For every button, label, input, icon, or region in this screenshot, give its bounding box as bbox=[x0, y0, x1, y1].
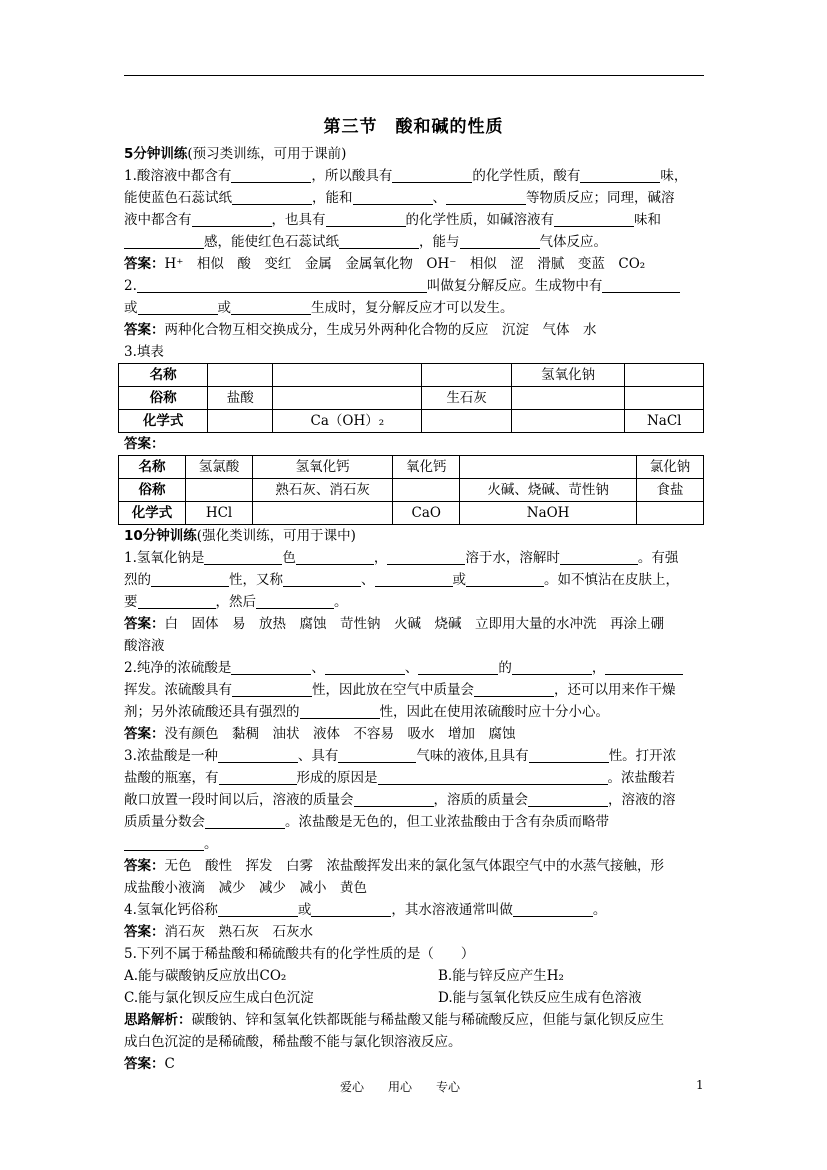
answer-line bbox=[124, 613, 708, 635]
answer-label: 答案： bbox=[124, 616, 165, 632]
blank bbox=[446, 190, 526, 205]
text: 敞口放置一段时间以后，溶液的质量会 bbox=[124, 792, 354, 808]
text: 。 bbox=[592, 902, 607, 918]
answer-line bbox=[124, 1053, 708, 1075]
text: 或 bbox=[217, 300, 231, 316]
blank bbox=[138, 594, 216, 609]
table-cell bbox=[273, 364, 422, 387]
answer-text: H⁺ 相似 酸 变红 金属 金属氧化物 OH⁻ 相似 涩 滑腻 变蓝 CO₂ bbox=[164, 256, 646, 272]
table-cell bbox=[625, 364, 704, 387]
question-line bbox=[124, 767, 708, 789]
blank bbox=[605, 660, 683, 675]
footer-motto: 爱心 用心 专心 bbox=[340, 1080, 461, 1094]
text: 。 bbox=[334, 594, 348, 610]
answer-line bbox=[124, 319, 708, 341]
text: 烈的 bbox=[124, 572, 151, 588]
answer-label: 答案： bbox=[124, 256, 165, 272]
answer-label: 答案： bbox=[124, 322, 165, 338]
blank bbox=[218, 902, 298, 917]
answer-text: 没有颜色 黏稠 油状 液体 不容易 吸水 增加 腐蚀 bbox=[164, 726, 516, 742]
text: 。浓盐酸若 bbox=[607, 770, 675, 786]
option-b: B.能与锌反应产生H₂ bbox=[438, 968, 564, 984]
question-line bbox=[124, 657, 708, 679]
question-line bbox=[124, 679, 708, 701]
table-row bbox=[119, 410, 704, 433]
fill-in-table bbox=[118, 363, 704, 433]
text: 要 bbox=[124, 594, 138, 610]
blank bbox=[256, 594, 334, 609]
answer-label: 答案： bbox=[124, 1056, 165, 1072]
blank bbox=[138, 300, 218, 315]
answer-text: 白 固体 易 放热 腐蚀 苛性钠 火碱 烧碱 立即用大量的水冲洗 再涂上硼 bbox=[164, 616, 664, 632]
text: 2.纯净的浓硫酸是 bbox=[124, 660, 232, 676]
blank bbox=[296, 550, 374, 565]
table-cell: 名称 bbox=[119, 364, 208, 387]
text: 形成的原因是 bbox=[296, 770, 378, 786]
table-cell bbox=[186, 479, 253, 502]
table-row bbox=[119, 364, 704, 387]
text: 生成时，复分解反应才可以发生。 bbox=[311, 300, 514, 316]
answer-label: 答案： bbox=[124, 726, 165, 742]
text: 味， bbox=[660, 168, 688, 184]
blank bbox=[418, 660, 498, 675]
question-line bbox=[124, 745, 708, 767]
table-cell: 氯化钠 bbox=[636, 456, 703, 479]
text: 3.浓盐酸是一种 bbox=[124, 748, 218, 764]
table-cell: 食盐 bbox=[636, 479, 703, 502]
text: 性，因此在使用浓硫酸时应十分小心。 bbox=[379, 704, 609, 720]
blank bbox=[231, 660, 311, 675]
text: 等物质反应；同理，碱溶 bbox=[526, 190, 675, 206]
blank bbox=[205, 814, 285, 829]
blank bbox=[232, 190, 312, 205]
table-cell: 火碱、烧碱、苛性钠 bbox=[460, 479, 637, 502]
table-cell: 氧化钙 bbox=[393, 456, 460, 479]
text: 气体反应。 bbox=[539, 234, 607, 250]
text: 、 bbox=[404, 660, 419, 676]
table-cell: NaOH bbox=[460, 502, 637, 525]
text: ， bbox=[373, 550, 388, 566]
question-line bbox=[124, 547, 708, 569]
text: ，然后 bbox=[215, 594, 256, 610]
blank bbox=[560, 550, 638, 565]
question-line bbox=[124, 701, 708, 723]
question-line bbox=[124, 591, 708, 613]
blank bbox=[602, 278, 680, 293]
section-title: 5分钟训练 bbox=[124, 146, 188, 162]
table-cell bbox=[208, 410, 273, 433]
text: 溶于水，溶解时 bbox=[465, 550, 560, 566]
analysis-line bbox=[124, 1009, 708, 1031]
text: 。有强 bbox=[637, 550, 679, 566]
text: ，还可以用来作干燥 bbox=[554, 682, 676, 698]
text: ，能和 bbox=[312, 190, 353, 206]
blank bbox=[151, 572, 229, 587]
question-line bbox=[124, 165, 708, 187]
blank bbox=[325, 660, 405, 675]
document-body bbox=[124, 143, 708, 1075]
text: 、 bbox=[432, 190, 446, 206]
blank bbox=[300, 704, 380, 719]
answer-table bbox=[118, 455, 704, 525]
text: 性，因此放在空气中质量会 bbox=[312, 682, 474, 698]
text: 液中都含有 bbox=[124, 212, 192, 228]
section-note: (预习类训练，可用于课前) bbox=[187, 146, 347, 162]
answer-text: 两种化合物互相交换成分，生成另外两种化合物的反应 沉淀 气体 水 bbox=[164, 322, 597, 338]
table-cell: 熟石灰、消石灰 bbox=[253, 479, 393, 502]
answer-line: 酸溶液 bbox=[124, 638, 165, 654]
table-row bbox=[119, 456, 704, 479]
blank bbox=[137, 278, 427, 293]
text: 。 bbox=[204, 836, 218, 852]
text: ，也具有 bbox=[271, 212, 326, 228]
blank bbox=[311, 902, 391, 917]
text: ，溶质的质量会 bbox=[433, 792, 528, 808]
table-row bbox=[119, 387, 704, 410]
table-body bbox=[119, 364, 704, 433]
blank bbox=[466, 572, 544, 587]
table-cell: 氢氯酸 bbox=[186, 456, 253, 479]
text: 剂；另外浓硫酸还具有强烈的 bbox=[124, 704, 300, 720]
blank bbox=[580, 168, 660, 183]
answer-label: 答案： bbox=[124, 436, 165, 452]
page-number: 1 bbox=[696, 1078, 704, 1092]
answer-line bbox=[124, 723, 708, 745]
table-body bbox=[119, 456, 704, 525]
table-cell bbox=[511, 387, 625, 410]
answer-line bbox=[124, 253, 708, 275]
blank bbox=[124, 836, 204, 851]
text: 的化学性质，如碱溶液有 bbox=[405, 212, 554, 228]
blank bbox=[512, 660, 592, 675]
blank bbox=[353, 190, 433, 205]
table-cell bbox=[422, 410, 511, 433]
table-cell: 化学式 bbox=[119, 410, 208, 433]
answer-label: 答案： bbox=[124, 924, 165, 940]
text: 、 bbox=[311, 660, 325, 676]
blank bbox=[474, 682, 554, 697]
table-cell: 生石灰 bbox=[422, 387, 511, 410]
question-line: 3.填表 bbox=[124, 344, 164, 360]
answer-label: 答案： bbox=[124, 858, 165, 874]
blank bbox=[554, 212, 634, 227]
text: 。如不慎沾在皮肤上， bbox=[544, 572, 679, 588]
header-rule bbox=[124, 75, 704, 76]
text: 味和 bbox=[634, 212, 661, 228]
answer-text: C bbox=[164, 1056, 175, 1072]
section-heading bbox=[124, 143, 708, 165]
question-line bbox=[124, 275, 708, 297]
blank bbox=[232, 682, 312, 697]
text: 叫做复分解反应。生成物中有 bbox=[426, 278, 603, 294]
text: 或 bbox=[124, 300, 138, 316]
text: 4.氢氧化钙俗称 bbox=[124, 902, 218, 918]
question-line: 5.下列不属于稀盐酸和稀硫酸共有的化学性质的是（ ） bbox=[124, 946, 475, 962]
table-cell: 俗称 bbox=[119, 387, 208, 410]
text: ，溶液的溶 bbox=[608, 792, 676, 808]
text: 。浓盐酸是无色的，但工业浓盐酸由于含有杂质而略带 bbox=[285, 814, 609, 830]
table-cell bbox=[511, 410, 625, 433]
page-title: 第三节 酸和碱的性质 bbox=[323, 117, 504, 137]
text: 2. bbox=[124, 278, 137, 294]
table-cell bbox=[208, 364, 273, 387]
table-cell: 氢氧化钙 bbox=[253, 456, 393, 479]
table-cell: CaO bbox=[393, 502, 460, 525]
text: 的 bbox=[498, 660, 512, 676]
question-line bbox=[124, 297, 708, 319]
blank bbox=[283, 572, 361, 587]
section-heading bbox=[124, 525, 708, 547]
blank bbox=[124, 234, 204, 249]
blank bbox=[326, 212, 406, 227]
option-c: C.能与氯化钡反应生成白色沉淀 bbox=[124, 990, 314, 1006]
table-cell: 盐酸 bbox=[208, 387, 273, 410]
analysis-line: 成白色沉淀的是稀硫酸，稀盐酸不能与氯化钡溶液反应。 bbox=[124, 1034, 462, 1050]
text: 盐酸的瓶塞，有 bbox=[124, 770, 219, 786]
text: 、 bbox=[361, 572, 375, 588]
blank bbox=[338, 748, 416, 763]
blank bbox=[231, 300, 311, 315]
text: 或 bbox=[297, 902, 312, 918]
table-cell bbox=[393, 479, 460, 502]
blank bbox=[378, 770, 608, 785]
blank bbox=[460, 234, 540, 249]
answer-line: 成盐酸小液滴 减少 减少 减小 黄色 bbox=[124, 880, 367, 896]
table-cell bbox=[422, 364, 511, 387]
question-line bbox=[124, 209, 708, 231]
question-line bbox=[124, 569, 708, 591]
blank bbox=[339, 234, 419, 249]
text: 色 bbox=[282, 550, 296, 566]
text: 能使蓝色石蕊试纸 bbox=[124, 190, 232, 206]
table-cell bbox=[273, 387, 422, 410]
question-line bbox=[124, 231, 708, 253]
text: 性，又称 bbox=[229, 572, 283, 588]
text: 1.氢氧化钠是 bbox=[124, 550, 205, 566]
table-cell: 氢氧化钠 bbox=[511, 364, 625, 387]
table-cell: 俗称 bbox=[119, 479, 186, 502]
table-cell bbox=[636, 502, 703, 525]
blank bbox=[528, 792, 608, 807]
table-row bbox=[119, 479, 704, 502]
options-row bbox=[124, 965, 708, 987]
answer-line bbox=[124, 855, 708, 877]
blank bbox=[387, 550, 465, 565]
answer-line bbox=[124, 921, 708, 943]
blank bbox=[219, 770, 297, 785]
text: 或 bbox=[452, 572, 466, 588]
table-cell bbox=[460, 456, 637, 479]
option-d: D.能与氢氧化铁反应生成有色溶液 bbox=[438, 990, 642, 1006]
section-note: (强化类训练，可用于课中) bbox=[196, 528, 356, 544]
analysis-text: 碳酸钠、锌和氢氧化铁都既能与稀盐酸又能与稀硫酸反应，但能与氯化钡反应生 bbox=[191, 1012, 664, 1028]
analysis-label: 思路解析： bbox=[124, 1012, 192, 1028]
blank bbox=[375, 572, 453, 587]
text: 、具有 bbox=[297, 748, 339, 764]
text: 气味的液体,且具有 bbox=[416, 748, 529, 764]
text: 感，能使红色石蕊试纸 bbox=[204, 234, 339, 250]
question-line bbox=[124, 899, 708, 921]
table-cell bbox=[625, 387, 704, 410]
section-title: 10分钟训练 bbox=[124, 528, 197, 544]
table-cell: 化学式 bbox=[119, 502, 186, 525]
table-cell bbox=[253, 502, 393, 525]
text: 性。打开浓 bbox=[608, 748, 677, 764]
blank bbox=[354, 792, 434, 807]
question-line bbox=[124, 811, 708, 833]
text: 1.酸溶液中都含有 bbox=[124, 168, 232, 184]
answer-text: 消石灰 熟石灰 石灰水 bbox=[164, 924, 313, 940]
table-cell: HCl bbox=[186, 502, 253, 525]
blank bbox=[392, 168, 472, 183]
question-line bbox=[124, 789, 708, 811]
text: ， bbox=[591, 660, 606, 676]
table-cell: Ca（OH）₂ bbox=[273, 410, 422, 433]
blank bbox=[218, 748, 298, 763]
text: 挥发。浓硫酸具有 bbox=[124, 682, 232, 698]
blank bbox=[513, 902, 593, 917]
options-row bbox=[124, 987, 708, 1009]
text: 的化学性质，酸有 bbox=[472, 168, 581, 184]
table-cell: NaCl bbox=[625, 410, 704, 433]
blank bbox=[204, 550, 282, 565]
question-line bbox=[124, 187, 708, 209]
question-line bbox=[124, 833, 708, 855]
answer-line bbox=[124, 433, 708, 455]
text: ，其水溶液通常叫做 bbox=[391, 902, 513, 918]
text: 质质量分数会 bbox=[124, 814, 205, 830]
text: ，能与 bbox=[419, 234, 460, 250]
text: ，所以酸具有 bbox=[311, 168, 393, 184]
table-row bbox=[119, 502, 704, 525]
option-a: A.能与碳酸钠反应放出CO₂ bbox=[124, 968, 287, 984]
blank bbox=[231, 168, 311, 183]
blank bbox=[529, 748, 609, 763]
table-cell: 名称 bbox=[119, 456, 186, 479]
blank bbox=[192, 212, 272, 227]
answer-text: 无色 酸性 挥发 白雾 浓盐酸挥发出来的氯化氢气体跟空气中的水蒸气接触，形 bbox=[164, 858, 664, 874]
